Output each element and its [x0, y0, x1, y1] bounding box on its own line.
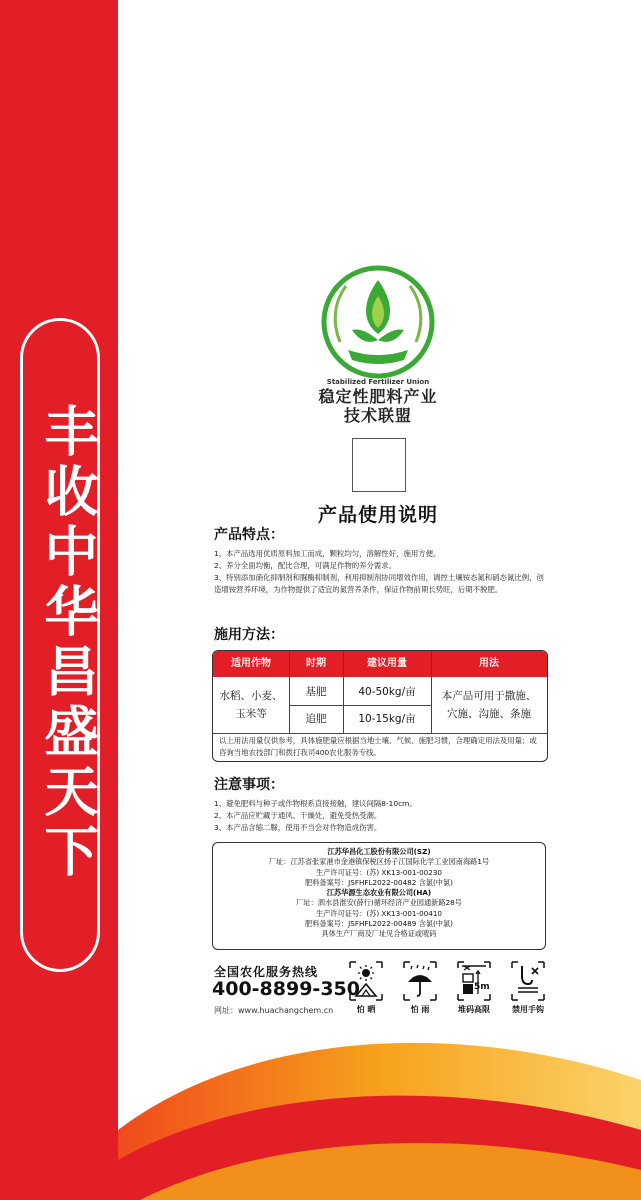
fear-rain-icon	[402, 960, 438, 1002]
logo-chinese-name	[300, 387, 456, 425]
feature-item: 2、养分全面均衡，配比合理，可满足作物的养分需求。	[214, 561, 397, 570]
cnsfu-logo-icon	[318, 262, 438, 382]
symbol-no-hook	[506, 960, 550, 1020]
header-method: 用法	[479, 658, 499, 669]
symbol-label: 堆码高限	[458, 1005, 490, 1014]
method-line: 穴施、沟施、条施	[447, 708, 531, 720]
stack-height: 5m	[474, 982, 490, 992]
usage-heading: 施用方法：	[214, 627, 284, 643]
caution-item: 1、避免肥料与种子或作物根系直接接触，建议间隔8-10cm。	[214, 799, 417, 808]
slogan-pill	[20, 318, 100, 972]
company-line: 厂址：泗水县淮安(薛行)循环经济产业园通新路28号	[296, 898, 462, 908]
method-cell	[431, 687, 547, 723]
slogan-text: 丰收中华昌盛天下	[36, 403, 99, 883]
no-hook-icon	[510, 960, 546, 1002]
symbol-fear-sun	[344, 960, 388, 1020]
features-list	[214, 548, 548, 596]
company-line: 生产许可证号：(苏) XK13-001-00410	[316, 908, 442, 918]
hotline-label: 全国农化服务热线	[214, 965, 319, 979]
cautions-list	[214, 798, 548, 834]
feature-item: 1、本产品选用优质原料加工而成，颗粒均匀，溶解性好，施用方便。	[214, 549, 441, 558]
amount-cell: 40-50kg/亩	[358, 686, 416, 698]
company-line: 厂址：江苏省张家港市金港镇保税区扬子江国际化学工业园南海路1号	[268, 857, 490, 867]
hotline-number[interactable]: 400-8899-350	[212, 978, 360, 1000]
symbol-stack-limit	[452, 960, 496, 1020]
symbol-fear-rain	[398, 960, 442, 1020]
logo-english-name: Stabilized Fertilizer Union	[326, 378, 430, 386]
usage-table	[212, 650, 548, 762]
caution-item: 2、本产品应贮藏于通风、干燥处，避免受热受潮。	[214, 811, 382, 820]
amount-cell: 10-15kg/亩	[358, 713, 416, 725]
method-line: 本产品可用于撒施、	[441, 690, 537, 702]
fear-sun-icon	[348, 960, 384, 1002]
header-crop: 适用作物	[231, 658, 271, 669]
crop-cell	[213, 687, 289, 723]
crop-line: 水稻、小麦、	[219, 690, 283, 702]
company-line: 肥料备案号：JSFHFL2022-00482 含氯(中氯)	[305, 877, 453, 887]
company-line: 江苏华昌化工股份有限公司(SZ)	[327, 847, 431, 856]
company-line: 具体生产厂商及厂址见合格证或唛码	[321, 929, 437, 939]
symbol-label: 禁用手钩	[512, 1005, 544, 1014]
header-amount: 建议用量	[367, 658, 407, 669]
page-title: 产品使用说明	[317, 504, 438, 526]
bottom-swoosh	[0, 1010, 641, 1200]
website-link[interactable]: 网址：www.huachangchem.cn	[214, 1006, 334, 1015]
company-line: 肥料备案号：JSFHFL2022-00489 含氯(中氯)	[305, 919, 453, 929]
symbol-label: 怕 晒	[356, 1005, 376, 1014]
stack-limit-icon	[456, 960, 492, 1002]
logo-chinese-line1: 稳定性肥料产业	[318, 387, 438, 406]
qr-code-placeholder	[352, 438, 406, 492]
usage-table-header	[213, 651, 547, 677]
feature-item: 3、特别添加硝化抑制剂和脲酶抑制剂，利用抑制剂协同增效作用，调控土壤铵态氮和硝态氮比例，创造增铵营养环境，为作物提供了适宜的氮营养条件，保证作物前期长势旺，后期不脱肥。	[214, 573, 544, 594]
company-info-box	[212, 842, 546, 950]
crop-line: 玉米等	[235, 708, 267, 720]
symbol-label: 怕 雨	[410, 1005, 430, 1014]
caution-item: 3、本产品含缩二脲，使用不当会对作物造成伤害。	[214, 823, 382, 832]
period-cell: 基肥	[305, 686, 327, 698]
table-divider	[289, 705, 431, 706]
usage-note: 以上用法用量仅供参考，具体施肥量应根据当地土壤、气候、施肥习惯，合理确定用法及用量；或咨询当地农技部门和拨打我司400农化服务专线。	[219, 736, 537, 757]
logo-chinese-line2: 技术联盟	[343, 406, 412, 425]
cautions-heading: 注意事项：	[214, 777, 284, 793]
company-line: 生产许可证号：(苏) XK13-001-00230	[316, 867, 442, 877]
company-line: 江苏华源生态农业有限公司(HA)	[326, 888, 432, 898]
features-heading: 产品特点：	[214, 527, 284, 543]
header-period: 时期	[306, 658, 326, 669]
period-cell: 追肥	[305, 713, 327, 725]
table-divider	[213, 733, 547, 734]
logo-badge-text: CNSFU	[360, 347, 396, 357]
